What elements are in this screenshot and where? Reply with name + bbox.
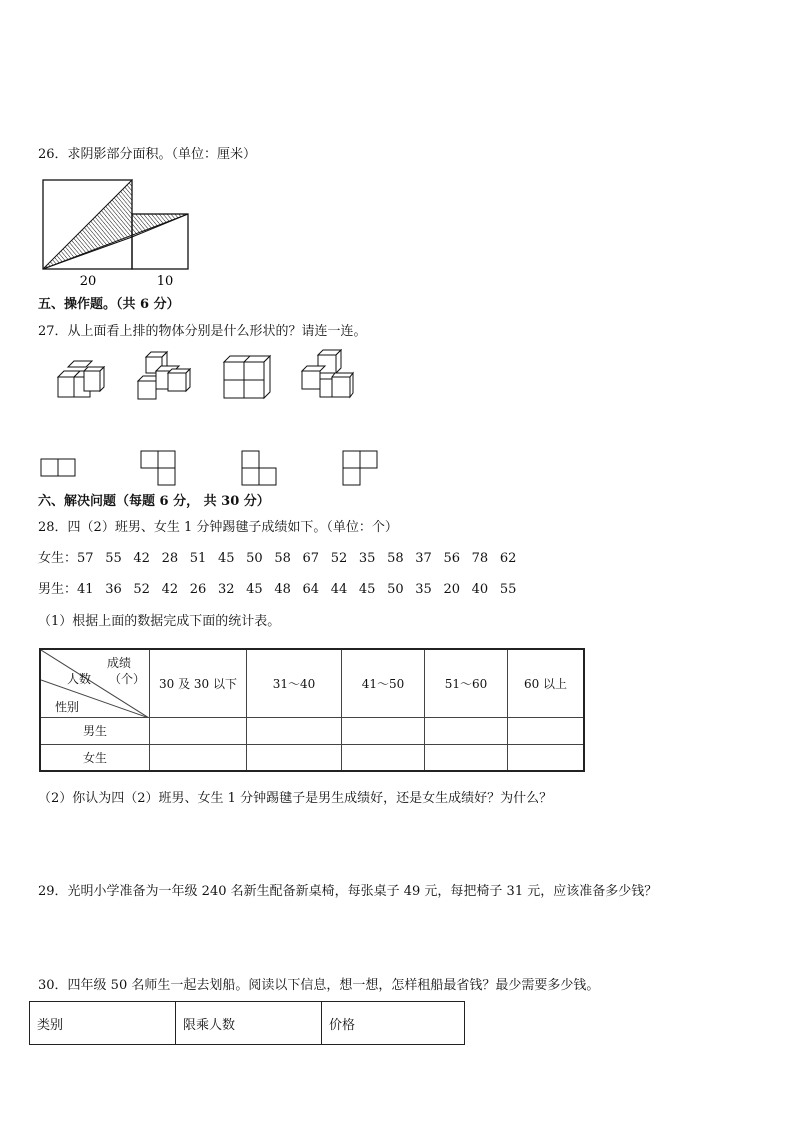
table-cell[interactable] [425,717,508,744]
label-10: 10 [156,274,174,289]
boat-header-capacity: 限乘人数 [176,1002,322,1045]
object-1 [58,361,104,397]
table-cell[interactable] [342,717,425,744]
object-4 [302,350,353,397]
girls-scores: 57 55 42 28 51 45 50 58 67 52 35 58 37 56 78 62 [77,551,517,566]
q29-text: 29．光明小学准备为一年级 240 名新生配备新桌椅，每张桌子 49 元，每把椅子 31 元，应该准备多少钱？ [38,884,658,899]
table-cell[interactable] [247,744,342,771]
shaded-area-figure [36,175,196,290]
q28-part2: （2）你认为四（2）班男、女生 1 分钟踢毽子是男生成绩好，还是女生成绩好？为什么？ [38,791,553,806]
table-cell[interactable] [508,744,585,771]
object-3 [224,356,270,398]
boys-scores: 41 36 52 42 26 32 45 48 64 44 45 50 35 20 40 55 [77,582,517,597]
label-20: 20 [79,274,97,289]
q26-text: 26．求阴影部分面积。（单位：厘米） [38,147,257,162]
section5-title: 五、操作题。（共 6 分） [38,297,180,312]
boat-header-price: 价格 [322,1002,465,1045]
stats-table [39,648,585,772]
q30-text: 30．四年级 50 名师生一起去划船。阅读以下信息，想一想，怎样租船最省钱？最少需要多少钱。 [38,978,600,993]
col-header: 51～60 [425,649,508,717]
view-3 [242,451,276,485]
table-cell[interactable] [342,744,425,771]
q28-part1: （1）根据上面的数据完成下面的统计表。 [38,614,281,629]
col-header: 31～40 [247,649,342,717]
col-header: 30 及 30 以下 [150,649,247,717]
header-unit: （个） [109,672,146,686]
girls-row [38,551,528,567]
row-label-girls: 女生 [40,744,150,771]
cube-objects [44,347,364,405]
boat-header-category: 类别 [30,1002,176,1045]
table-cell[interactable] [150,717,247,744]
table-cell[interactable] [150,744,247,771]
section6-title: 六、解决问题（每题 6 分， 共 30 分） [38,494,270,509]
view-4 [343,451,377,485]
table-cell[interactable] [247,717,342,744]
object-2 [138,352,190,399]
top-view-shapes [38,448,383,488]
girls-label: 女生： [38,551,78,566]
header-gender: 性别 [55,700,80,714]
boys-row [38,582,528,598]
view-2 [141,451,175,485]
boys-label: 男生： [38,582,78,597]
col-header: 60 以上 [508,649,585,717]
header-count: 人数 [67,672,92,686]
row-label-boys: 男生 [40,717,150,744]
col-header: 41～50 [342,649,425,717]
header-score: 成绩 [107,656,132,670]
boat-rental-table [29,1001,465,1045]
q28-text: 28．四（2）班男、女生 1 分钟踢毽子成绩如下。（单位：个） [38,520,398,535]
table-cell[interactable] [425,744,508,771]
view-1 [41,459,75,476]
table-cell[interactable] [508,717,585,744]
table-corner-header [40,649,150,717]
q27-text: 27．从上面看上排的物体分别是什么形状的？请连一连。 [38,324,367,339]
